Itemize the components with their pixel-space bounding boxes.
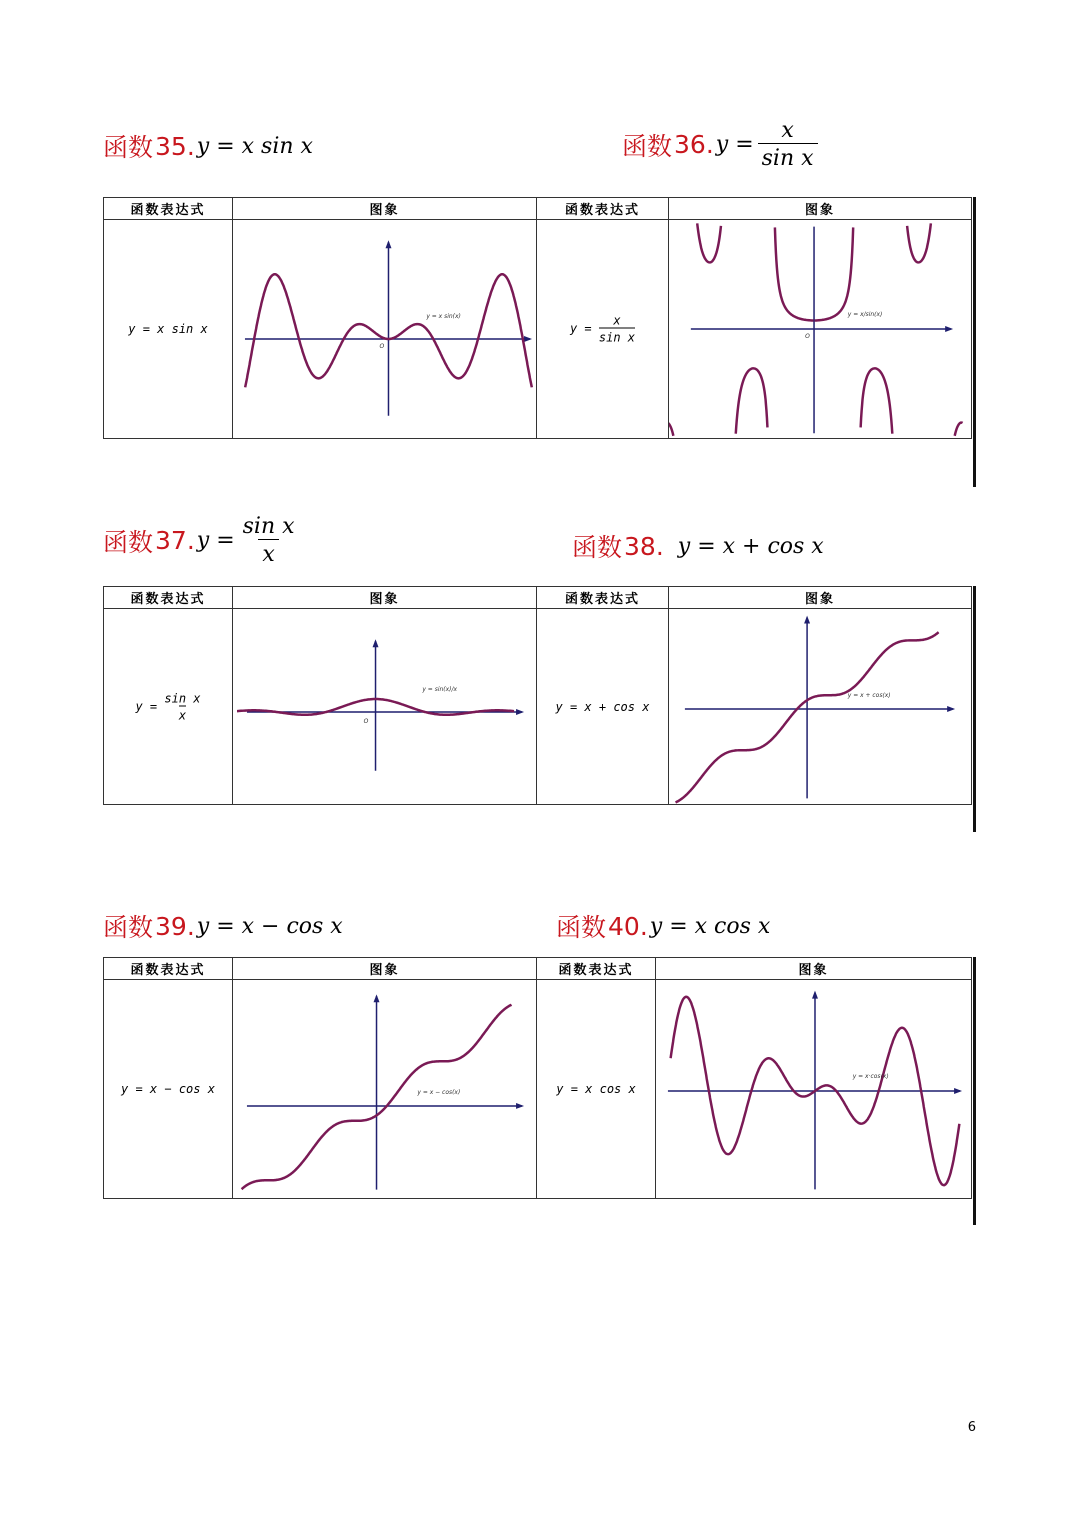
curve-label: y = sin(x)/x bbox=[422, 686, 457, 694]
origin-label: O bbox=[363, 717, 369, 725]
curve-label: y = x − cos(x) bbox=[417, 1088, 461, 1096]
graph-cell-fn35 bbox=[233, 220, 537, 438]
header-graph: 图象 bbox=[233, 958, 537, 980]
x-axis-arrow bbox=[947, 706, 955, 712]
expr-cell-fn35 bbox=[104, 220, 233, 438]
heading-prefix: 函数 bbox=[622, 131, 673, 161]
heading-fn37 bbox=[103, 514, 299, 567]
y-axis-arrow bbox=[374, 994, 380, 1002]
x-axis-arrow bbox=[516, 1103, 524, 1109]
binding-bar bbox=[973, 957, 976, 1225]
origin-label: O bbox=[805, 332, 810, 340]
function-table-1 bbox=[103, 197, 972, 439]
expr-cell-fn36 bbox=[537, 220, 669, 438]
heading-number: 39. bbox=[155, 911, 195, 941]
heading-fn36 bbox=[622, 118, 818, 171]
header-expr: 函数表达式 bbox=[537, 198, 669, 220]
graph-fn35 bbox=[233, 220, 536, 438]
y-axis-arrow bbox=[812, 991, 818, 999]
binding-bar bbox=[973, 586, 976, 832]
heading-number: 36. bbox=[674, 130, 714, 159]
origin-label: O bbox=[379, 342, 385, 350]
heading-prefix: 函数 bbox=[103, 133, 154, 162]
header-expr: 函数表达式 bbox=[104, 958, 233, 980]
heading-fn39 bbox=[103, 908, 343, 944]
expression-text: y = $\frac{\text{sin x}}{x}$ bbox=[135, 691, 201, 722]
curve-label: y = x sin(x) bbox=[426, 313, 461, 321]
graph-cell-fn38 bbox=[669, 609, 971, 804]
expression-text: y = x − cos x bbox=[121, 1082, 215, 1096]
header-graph: 图象 bbox=[656, 958, 971, 980]
x-axis-arrow bbox=[945, 326, 953, 332]
expression-text: y = x sin x bbox=[128, 322, 208, 336]
binding-bar bbox=[973, 197, 976, 487]
curve-label: y = x + cos(x) bbox=[847, 692, 891, 700]
heading-prefix: 函数 bbox=[572, 533, 623, 562]
curve-label: y = x/sin(x) bbox=[847, 311, 883, 319]
graph-cell-fn37 bbox=[233, 609, 537, 804]
graph-fn37 bbox=[233, 609, 536, 804]
heading-fn35 bbox=[103, 128, 313, 164]
graph-cell-fn40 bbox=[656, 980, 971, 1198]
graph-fn36 bbox=[669, 220, 971, 438]
heading-number: 38. bbox=[624, 531, 664, 561]
header-graph: 图象 bbox=[669, 587, 971, 609]
function-table-2 bbox=[103, 586, 972, 805]
heading-formula: y = x + cos x bbox=[677, 533, 824, 559]
y-axis-arrow bbox=[804, 616, 810, 624]
header-graph: 图象 bbox=[233, 198, 537, 220]
graph-fn39 bbox=[233, 980, 536, 1198]
heading-number: 35. bbox=[155, 131, 195, 161]
heading-number: 37. bbox=[155, 526, 195, 555]
expr-cell-fn39 bbox=[104, 980, 233, 1198]
header-graph: 图象 bbox=[233, 587, 537, 609]
x-axis-arrow bbox=[954, 1088, 962, 1094]
heading-prefix: 函数 bbox=[556, 913, 607, 942]
graph-cell-fn36 bbox=[669, 220, 971, 438]
x-axis-arrow bbox=[524, 336, 532, 342]
heading-fn38 bbox=[572, 528, 824, 564]
curve-label: y = x·cos(x) bbox=[852, 1073, 889, 1081]
y-axis-arrow bbox=[373, 639, 379, 647]
heading-formula: y = x sin x bbox=[196, 133, 313, 159]
x-axis-arrow bbox=[516, 709, 524, 715]
graph-fn40 bbox=[656, 980, 971, 1198]
heading-formula: y = $\frac{\text{sin x}}{x}$ bbox=[196, 514, 295, 567]
y-axis-arrow bbox=[385, 240, 391, 248]
heading-fn40 bbox=[556, 908, 770, 944]
header-expr: 函数表达式 bbox=[537, 587, 669, 609]
heading-formula: y = $\frac{x}{\text{sin x}}$ bbox=[716, 118, 818, 171]
graph-fn38 bbox=[669, 609, 971, 804]
expression-text: y = x + cos x bbox=[555, 699, 650, 714]
expr-cell-fn38 bbox=[537, 609, 669, 804]
expr-cell-fn40 bbox=[537, 980, 656, 1198]
heading-formula: y = x cos x bbox=[649, 913, 771, 939]
heading-number: 40. bbox=[608, 911, 648, 941]
heading-prefix: 函数 bbox=[103, 913, 154, 942]
heading-formula: y = x − cos x bbox=[196, 913, 343, 939]
graph-cell-fn39 bbox=[233, 980, 537, 1198]
header-graph: 图象 bbox=[669, 198, 971, 220]
expression-text: y = $\frac{x}{\text{sin x}}$ bbox=[569, 313, 636, 345]
expression-text: y = x cos x bbox=[556, 1082, 636, 1096]
header-expr: 函数表达式 bbox=[537, 958, 656, 980]
function-table-3 bbox=[103, 957, 972, 1199]
expr-cell-fn37 bbox=[104, 609, 233, 804]
header-expr: 函数表达式 bbox=[104, 198, 233, 220]
page-number: 6 bbox=[967, 1420, 976, 1435]
header-expr: 函数表达式 bbox=[104, 587, 233, 609]
heading-prefix: 函数 bbox=[103, 527, 154, 557]
